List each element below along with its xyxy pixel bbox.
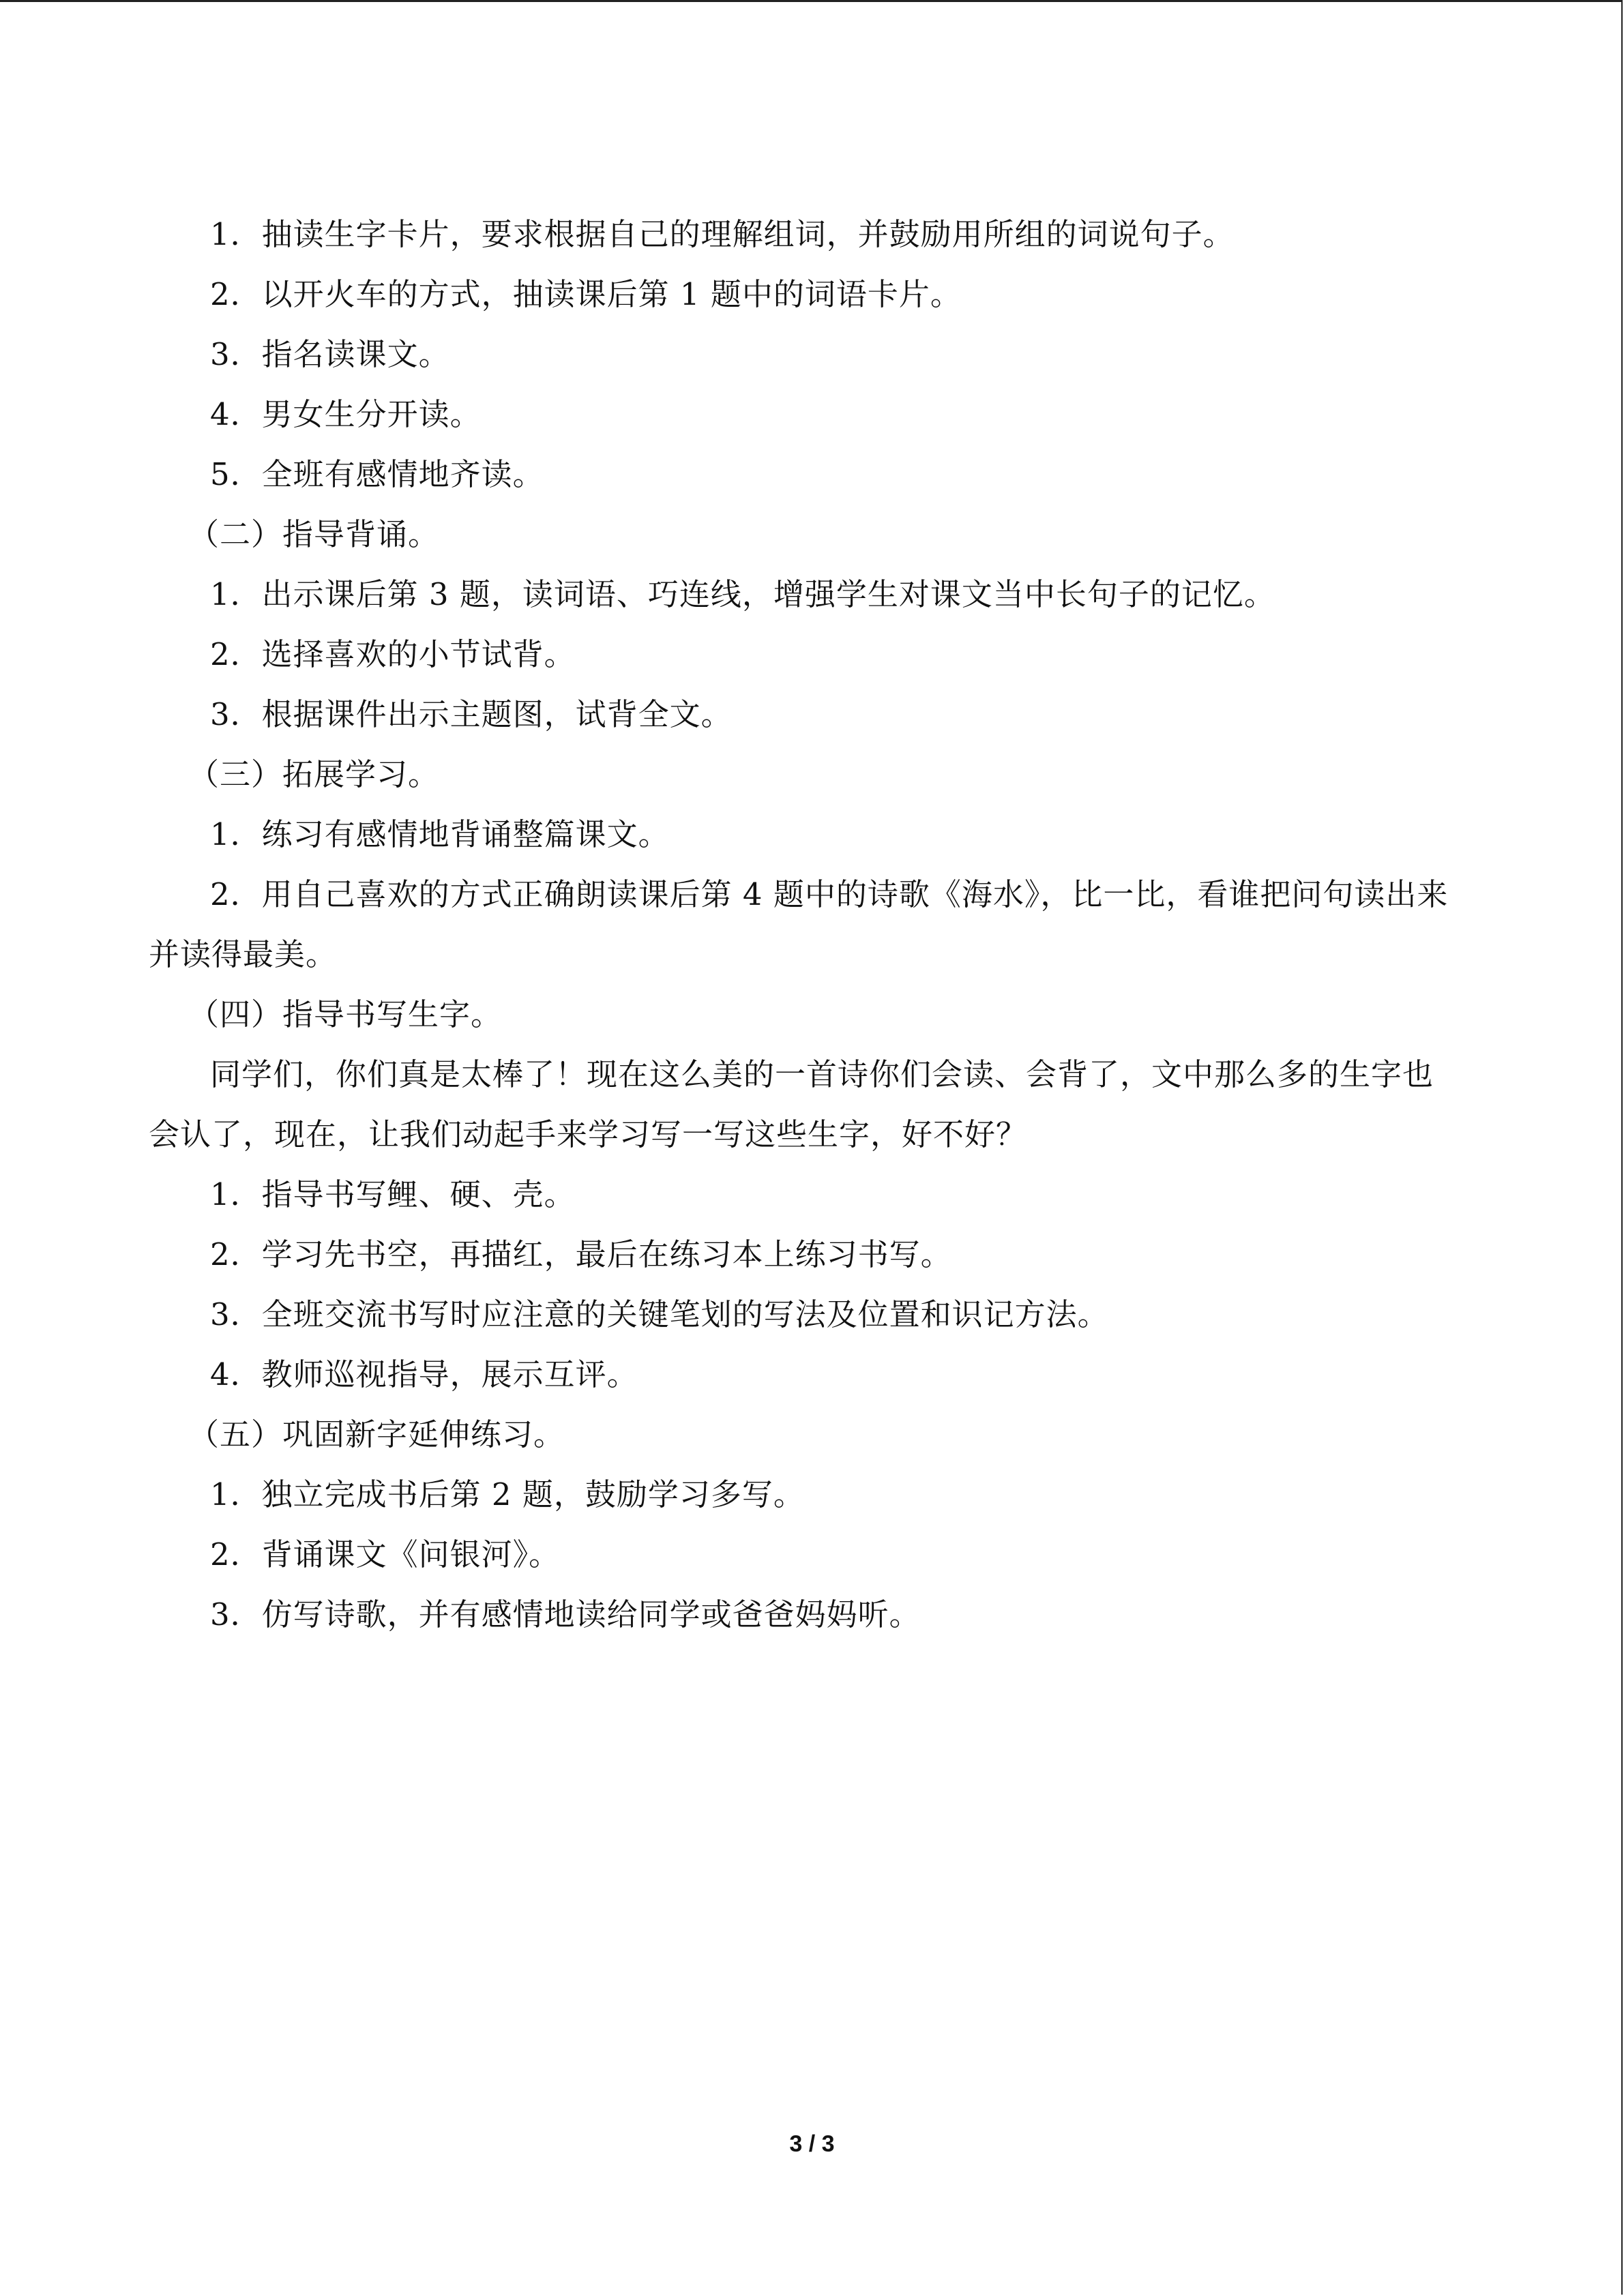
page-number: 3 / 3 — [789, 2131, 835, 2157]
paragraph: 2．背诵课文《问银河》。 — [210, 1536, 561, 1572]
section-heading: （五）巩固新字延伸练习。 — [188, 1416, 565, 1452]
paragraph: 1．独立完成书后第 2 题，鼓励学习多写。 — [210, 1476, 805, 1512]
paragraph: 2．用自己喜欢的方式正确朗读课后第 4 题中的诗歌《海水》，比一比，看谁把问句读出来并读得最美。 — [149, 876, 1449, 972]
section-heading: （二）指导背诵。 — [188, 516, 440, 552]
paragraph: 4．男女生分开读。 — [210, 396, 482, 432]
paragraph: 2．以开火车的方式，抽读课后第 1 题中的词语卡片。 — [210, 276, 962, 312]
paragraph: 3．根据课件出示主题图，试背全文。 — [210, 696, 733, 732]
section-heading: （四）指导书写生字。 — [188, 996, 503, 1032]
paragraph: 1．指导书写鲤、硬、壳。 — [210, 1176, 576, 1212]
paragraph: 3．全班交流书写时应注意的关键笔划的写法及位置和识记方法。 — [210, 1296, 1109, 1332]
paragraph: 1．抽读生字卡片，要求根据自己的理解组词，并鼓励用所组的词说句子。 — [210, 216, 1235, 252]
paragraph: 2．学习先书空，再描红，最后在练习本上练习书写。 — [210, 1236, 952, 1272]
paragraph: 同学们，你们真是太棒了！现在这么美的一首诗你们会读、会背了，文中那么多的生字也会认了，现在，让我们动起手来学习写一写这些生字，好不好？ — [149, 1056, 1434, 1152]
paragraph: 5．全班有感情地齐读。 — [210, 456, 544, 492]
paragraph: 4．教师巡视指导，展示互评。 — [210, 1356, 638, 1392]
paragraph: 3．仿写诗歌，并有感情地读给同学或爸爸妈妈听。 — [210, 1596, 921, 1632]
paragraph: 3．指名读课文。 — [210, 336, 450, 372]
paragraph: 1．出示课后第 3 题，读词语、巧连线，增强学生对课文当中长句子的记忆。 — [210, 576, 1275, 612]
paragraph: 1．练习有感情地背诵整篇课文。 — [210, 816, 670, 852]
document-body — [149, 205, 1458, 1645]
section-heading: （三）拓展学习。 — [188, 756, 440, 792]
paragraph: 2．选择喜欢的小节试背。 — [210, 636, 576, 672]
